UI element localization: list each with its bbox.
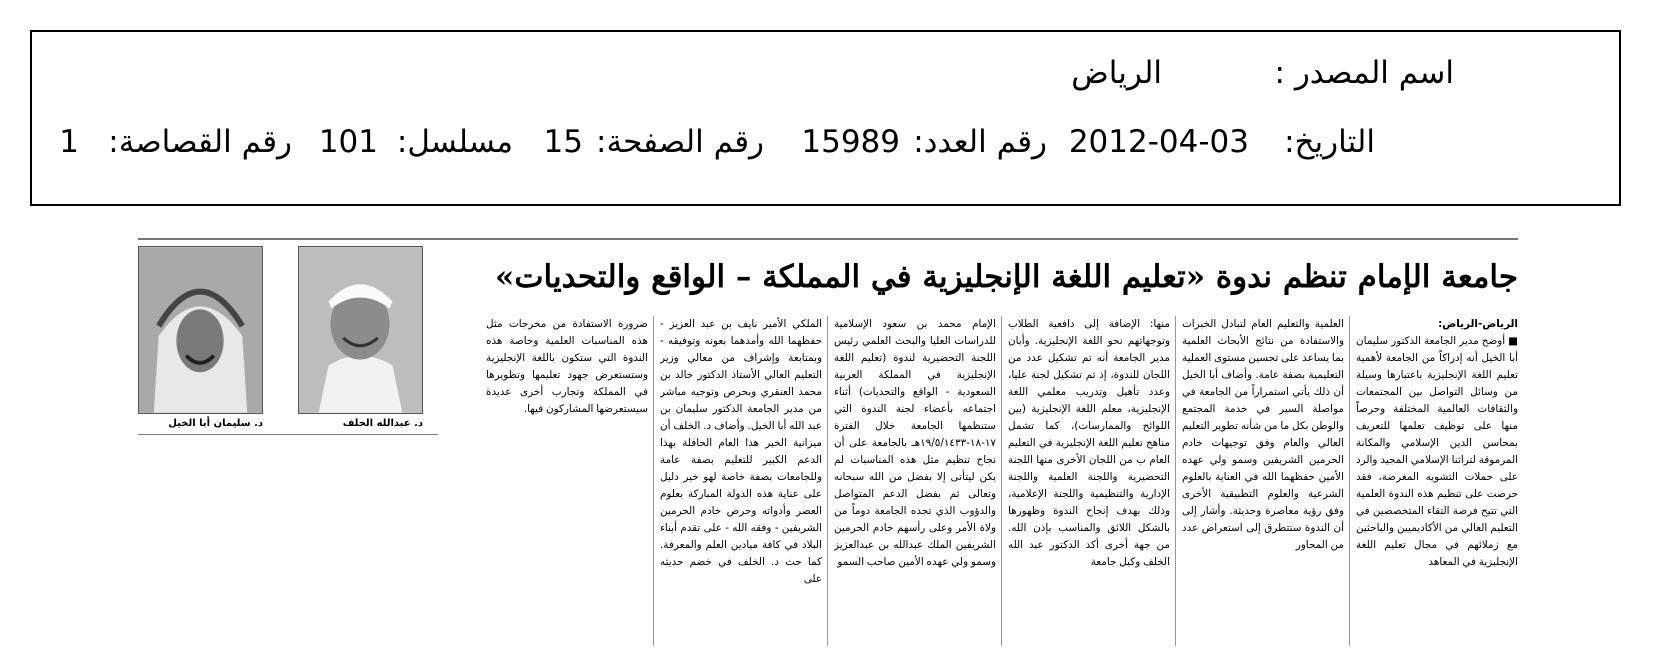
- column-divider: [827, 316, 828, 646]
- page-label: رقم الصفحة:: [596, 124, 764, 160]
- photo-caption: د. عبدالله الخلف: [342, 418, 423, 429]
- photo-caption: د. سليمان أبا الخيل: [168, 418, 263, 429]
- portrait-photo-icon: [299, 247, 422, 413]
- article-column-6: ضرورة الاستفادة من مخرجات مثل هذه المناسبات العلمية وخاصة هذه الندوة التي ستكون باللغة الإنجليزية وستستعرض جهود تعليمها وتطويرها في المملكة وتجارب أخرى عديدة سيستعرضها المشاركون فيها.: [486, 318, 648, 415]
- newspaper-clipping: [138, 238, 1518, 648]
- caption-rule: [138, 434, 438, 435]
- column-divider: [1349, 316, 1350, 646]
- article-column-3: منها: الإضافة إلى دافعية الطلاب وتوجهاتهم نحو اللغة الإنجليزية. وأبان مدير الجامعة أنه تم تشكيل عدد من اللجان للندوة، إذ تم تشكيل لجنة عليا، وعدد تأهيل وتدريب معلمي اللغة الإنجليزية، معلم اللغة الإنجليزية (بين اللوائح والممارسات)، كما تشمل مناهج تعليم اللغة الإنجليزية في التعليم العام ب من اللجان الأخرى منها اللجنة التحضيرية واللجنة العلمية واللجنة الإدارية والتنظيمية واللجنة الإعلامية، وذلك بهدف إنجاح الندوة وظهورها بالشكل اللائق والمناسب بإذن الله. من جهة أخرى أكد الدكتور عبد الله الخلف وكيل جامعة: [1008, 318, 1170, 568]
- article-column-1: [1356, 316, 1518, 646]
- page-value: 15: [543, 124, 583, 160]
- column-divider: [1175, 316, 1176, 646]
- column-divider: [653, 316, 654, 646]
- portrait-photo: [138, 246, 263, 414]
- serial-value: 101: [318, 124, 378, 160]
- article-column-4: الإمام محمد بن سعود الإسلامية للدراسات العليا والبحث العلمي رئيس اللجنة التحضيرية لندوة (تعليم اللغة الإنجليزية في المملكة العربية السعودية - الواقع والتحديات) أثناء اجتماعه بأعضاء لجنة الندوة التي ستنظمها الجامعة خلال الفترة ١٧-١٨-١٩/٥/١٤٣٣هـ بالجامعة على أن نجاح تنظيم مثل هذه المناسبات لم يكن ليتأتى إلا بفضل من الله سبحانه وتعالى ثم بفضل الدعم المتواصل والدؤوب الذي تجده الجامعة دوماً من ولاة الأمر وعلى رأسهم خادم الحرمين الشريفين الملك عبدالله بن عبدالعزيز وسمو ولي عهده الأمين صاحب السمو: [834, 318, 996, 568]
- clip-label: رقم القصاصة:: [108, 124, 292, 160]
- article-column-2: العلمية والتعليم العام لتبادل الخبرات والاستفادة من نتائج الأبحاث العلمية بما يساعد على تحسين مستوى العملية التعليمية بصفة عامة. وأضاف أبا الخيل أن ذلك يأتي استمراراً من الجامعة في مواصلة السير في خدمة المجتمع والوطن بكل ما من شأنه تطوير التعليم العالي والعام وفق توجيهات خادم الحرمين الشريفين وسمو ولي عهده الأمين حفظهما الله في العناية بالعلوم الشرعية والعلوم التطبيقية الأخرى وفق رؤية معاصرة وحديثة. وأشار إلى أن الندوة ستتطرق إلى استعراض عدد من المحاور: [1182, 318, 1344, 551]
- clip-value: 1: [59, 124, 79, 160]
- issue-value: 15989: [801, 124, 900, 160]
- column-text: ■ أوضح مدير الجامعة الدكتور سليمان أبا الخيل أنه إدراكاً من الجامعة لأهمية تعليم اللغة الإنجليزية باعتبارها وسيلة من وسائل التواصل بين المجتمعات والثقافات العالمية المختلفة وحرصاً منها على توظيف تعلمها للتعريف بمحاسن الدين الإسلامي والمكانة المرموقة لتراثنا الإسلامي المجيد والرد على حملات التشويه المغرضة، فقد حرصت على تنظيم هذه الندوة العلمية التي تتيح فرصة التقاء المتخصصين في التعليم العالي من الأكاديميين والباحثين مع زملائهم في مجال تعليم اللغة الإنجليزية في المعاهد: [1356, 335, 1518, 568]
- article-column-5: الملكي الأمير نايف بن عبد العزيز - حفظهما الله وأمدهما بعونه وتوفيقه - وبمتابعة وإشراف من معالي وزير التعليم العالي الأستاذ الدكتور خالد بن محمد العنقري وبحرص وتوجيه مباشر من مدير الجامعة الدكتور سليمان بن عبد الله أبا الخيل. وأضاف د. الخلف أن ميزانية الخير هذا العام الحافلة بهذا الدعم الكبير للتعليم بصفة عامة وللجامعات بصفة خاصة لهو خير دليل على عناية هذه الدولة المباركة بعلوم العصر وأدواته وحرص خادم الحرمين الشريفين - وفقه الله - على تقدم أبناء البلاد في كافة ميادين العلم والمعرفة. كما حث د. الخلف في خضم حديثه على: [660, 318, 822, 585]
- source-label: اسم المصدر :: [1274, 55, 1454, 91]
- article-byline: الرياض-الرياض:: [1438, 318, 1518, 330]
- article-body: [482, 316, 1518, 646]
- portrait-photo: [298, 246, 423, 414]
- clipping-info-box: [30, 30, 1621, 206]
- portrait-photo-icon: [139, 247, 262, 413]
- serial-label: مسلسل:: [396, 124, 513, 160]
- column-divider: [1001, 316, 1002, 646]
- top-rule: [138, 238, 1518, 240]
- date-value: 2012-04-03: [1068, 124, 1249, 160]
- article-headline: جامعة الإمام تنظم ندوة «تعليم اللغة الإنجليزية في المملكة – الواقع والتحديات»: [495, 259, 1518, 295]
- issue-label: رقم العدد:: [913, 124, 1047, 160]
- source-value: الرياض: [1071, 55, 1162, 91]
- date-label: التاريخ:: [1284, 124, 1375, 160]
